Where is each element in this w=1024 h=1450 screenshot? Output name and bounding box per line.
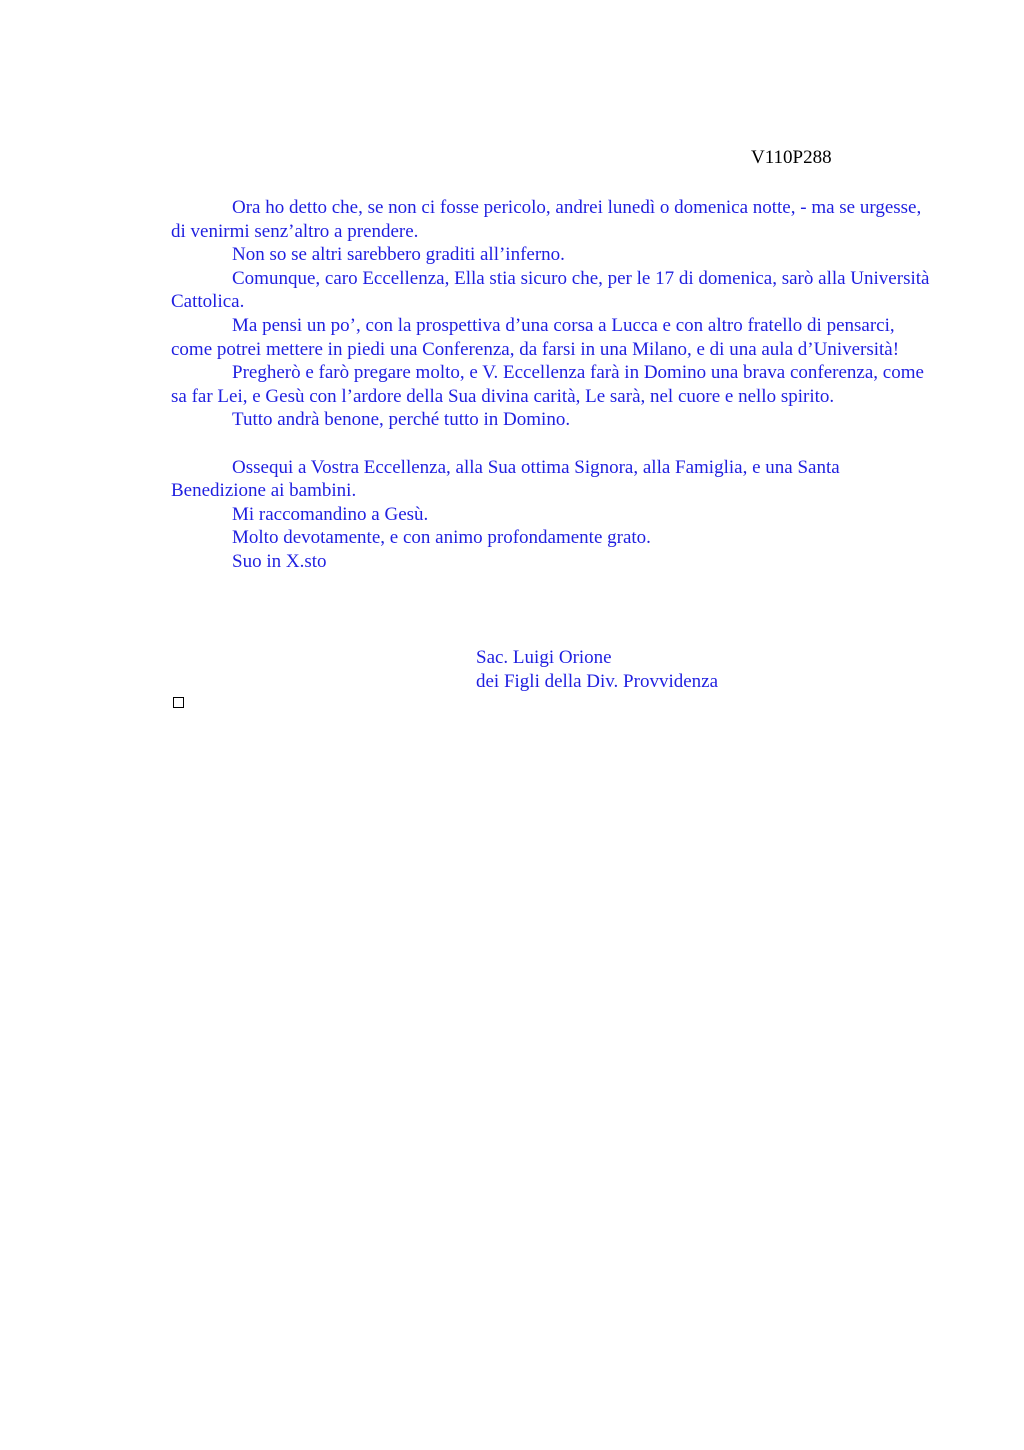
paragraph: Molto devotamente, e con animo profondamente grato.: [232, 527, 651, 549]
paragraph: Non so se altri sarebbero graditi all’inferno.: [232, 244, 565, 266]
signature-title: dei Figli della Div. Provvidenza: [476, 670, 719, 692]
page-identifier: V110P288: [751, 147, 832, 168]
paragraph: Ora ho detto che, se non ci fosse pericolo, andrei lunedì o domenica notte, - ma se urgesse, di venirmi senz’altro a prendere.: [171, 197, 922, 242]
paragraph: Suo in X.sto: [232, 550, 327, 572]
signature-name: Sac. Luigi Orione: [476, 647, 612, 668]
paragraph: Comunque, caro Eccellenza, Ella stia sicuro che, per le 17 di domenica, sarò alla Università Cattolica.: [171, 267, 930, 313]
paragraph: Ossequi a Vostra Eccellenza, alla Sua ottima Signora, alla Famiglia, e una Santa Benedizione ai bambini.: [171, 456, 840, 502]
paragraph: Pregherò e farò pregare molto, e V. Eccellenza farà in Domino una brava conferenza, come sa far Lei, e Gesù con l’ardore della Sua divina carità, Le sarà, nel cuore e nello spirito.: [171, 362, 924, 407]
letter-body: [171, 196, 931, 574]
end-of-document-square-icon: [173, 697, 184, 708]
paragraph: Tutto andrà benone, perché tutto in Domino.: [232, 409, 571, 431]
signature-block: [476, 646, 718, 693]
paragraph: Mi raccomandino a Gesù.: [232, 503, 429, 525]
paragraph: Ma pensi un po’, con la prospettiva d’una corsa a Lucca e con altro fratello di pensarci, come potrei mettere in piedi una Conferenza, da farsi in una Milano, e di una aula d’Università!: [171, 314, 900, 360]
